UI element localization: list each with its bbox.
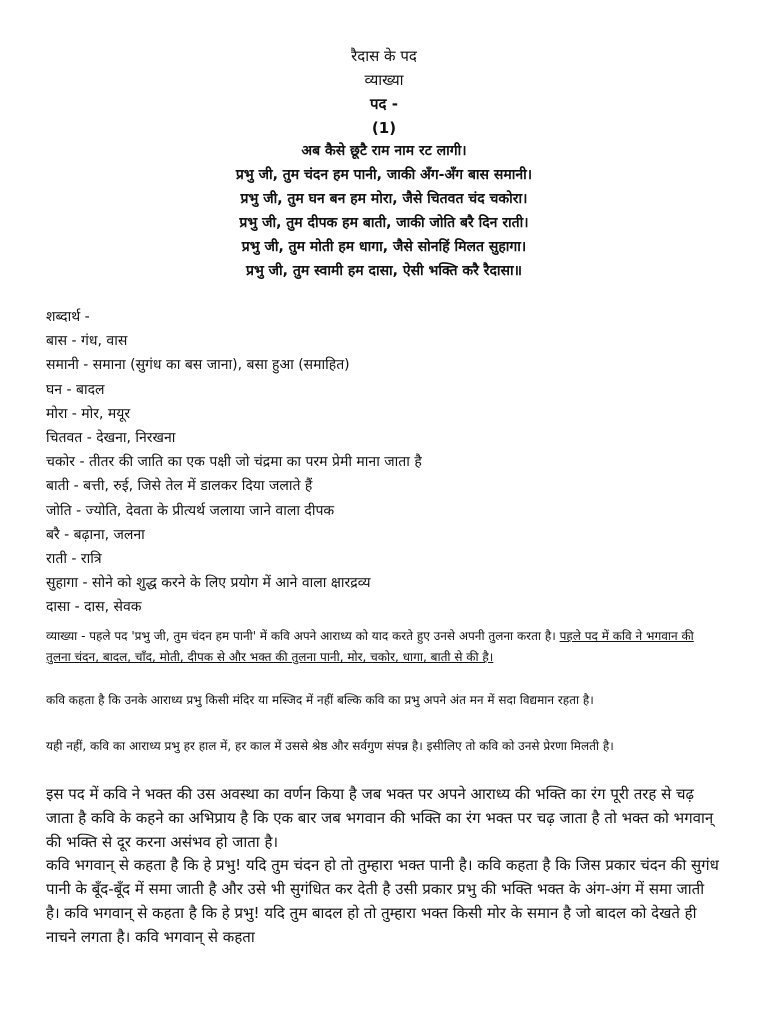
explanation-comparison: पहले पद में कवि ने भगवान की तुलना चंदन, बादल, चाँद, मोती, दीपक से और भक्त की तुलना पानी, मोर, चकोर, धागा, बाती से की है। <box>46 629 694 664</box>
verse-line: अब कैसे छूटै राम नाम रट लागी। <box>301 143 467 159</box>
verse-line: प्रभु जी, तुम स्वामी हम दासा, ऐसी भक्ति करै रैदासा॥ <box>245 263 522 279</box>
explanation-paragraph: कवि कहता है कि उनके आराध्य प्रभु किसी मंदिर या मस्जिद में नहीं बल्कि कवि का प्रभु अपने अंत मन में सदा विद्यमान रहता है। <box>46 693 594 707</box>
explanation-para <box>46 690 722 711</box>
explanation-paragraph: इस पद में कवि ने भक्त की उस अवस्था का वर्णन किया है जब भक्त पर अपने आराध्य की भक्ति का रंग पूरी तरह से चढ़ जाता है कवि के कहने का अभिप्राय है कि एक बार जब भगवान की भक्ति का रंग भक्त पर चढ़ जाता है तो भक्त को भगवान् की भक्ति से दूर करना असंभव हो जाता है। <box>46 785 714 851</box>
glossary-item: बाती - बत्ती, रुई, जिसे तेल में डालकर दिया जलाते हैं <box>46 478 313 495</box>
verse <box>46 139 722 283</box>
glossary-item: चितवत - देखना, निरखना <box>46 430 176 447</box>
glossary-item: दासा - दास, सेवक <box>46 599 142 616</box>
verse-line: प्रभु जी, तुम दीपक हम बाती, जाकी जोति बरै दिन राती। <box>239 215 529 231</box>
glossary-item: मोरा - मोर, मयूर <box>46 405 131 422</box>
glossary-item: राती - रात्रि <box>46 551 102 568</box>
glossary-item: चकोर - तीतर की जाति का एक पक्षी जो चंद्रमा का परम प्रेमी माना जाता है <box>46 454 422 471</box>
glossary-item: घन - बादल <box>46 381 105 398</box>
glossary-item: बास - गंध, वास <box>46 333 128 350</box>
page-title: रैदास के पद <box>351 47 417 65</box>
verse-line: प्रभु जी, तुम घन बन हम मोरा, जैसे चितवत चंद चकोरा। <box>240 191 528 207</box>
header <box>46 46 722 138</box>
page-subtitle: व्याख्या <box>364 71 404 89</box>
explanation-paragraph: कवि भगवान् से कहता है कि हे प्रभु! यदि तुम चंदन हो तो तुम्हारा भक्त पानी है। कवि कहता है कि जिस प्रकार चंदन की सुगंध पानी के बूँद-बूँद में समा जाती है और उसे भी सुगंधित कर देती है उसी प्रकार प्रभु की भक्ति भक्त के अंग-अंग में समा जाती है। कवि भगवान् से कहता है कि हे प्रभु! यदि तुम बादल हो तो तुम्हारा भक्त किसी मोर के समान है जो बादल को देखते ही नाचने लगता है। कवि भगवान् से कहता <box>46 856 719 946</box>
explanation-para <box>46 782 722 854</box>
glossary-item: सुहागा - सोने को शुद्ध करने के लिए प्रयोग में आने वाला क्षारद्रव्य <box>46 575 371 592</box>
glossary-item: समानी - समाना (सुगंध का बस जाना), बसा हुआ (समाहित) <box>46 357 350 374</box>
explanation-para <box>46 736 722 757</box>
explanation-intro <box>46 626 722 668</box>
glossary-item: जोति - ज्योति, देवता के प्रीत्यर्थ जलाया जाने वाला दीपक <box>46 502 335 519</box>
verse-line: प्रभु जी, तुम मोती हम धागा, जैसे सोनहिं मिलत सुहागा। <box>241 239 527 255</box>
explanation-para <box>46 853 722 949</box>
glossary-heading: शब्दार्थ - <box>46 309 90 325</box>
verse-number: (1) <box>371 119 397 137</box>
glossary <box>46 305 722 620</box>
explanation-intro-text: व्याख्या - पहले पद 'प्रभु जी, तुम चंदन हम पानी' में कवि अपने आराध्य को याद करते हुए उनसे अपनी तुलना करता है। <box>46 629 556 643</box>
explanation-paragraph: यही नहीं, कवि का आराध्य प्रभु हर हाल में, हर काल में उससे श्रेष्ठ और सर्वगुण संपन्न है। इसीलिए तो कवि को उनसे प्रेरणा मिलती है। <box>46 739 614 753</box>
section-label: पद - <box>370 95 398 113</box>
glossary-item: बरै - बढ़ाना, जलना <box>46 526 145 543</box>
verse-line: प्रभु जी, तुम चंदन हम पानी, जाकी अँग-अँग बास समानी। <box>235 167 533 183</box>
